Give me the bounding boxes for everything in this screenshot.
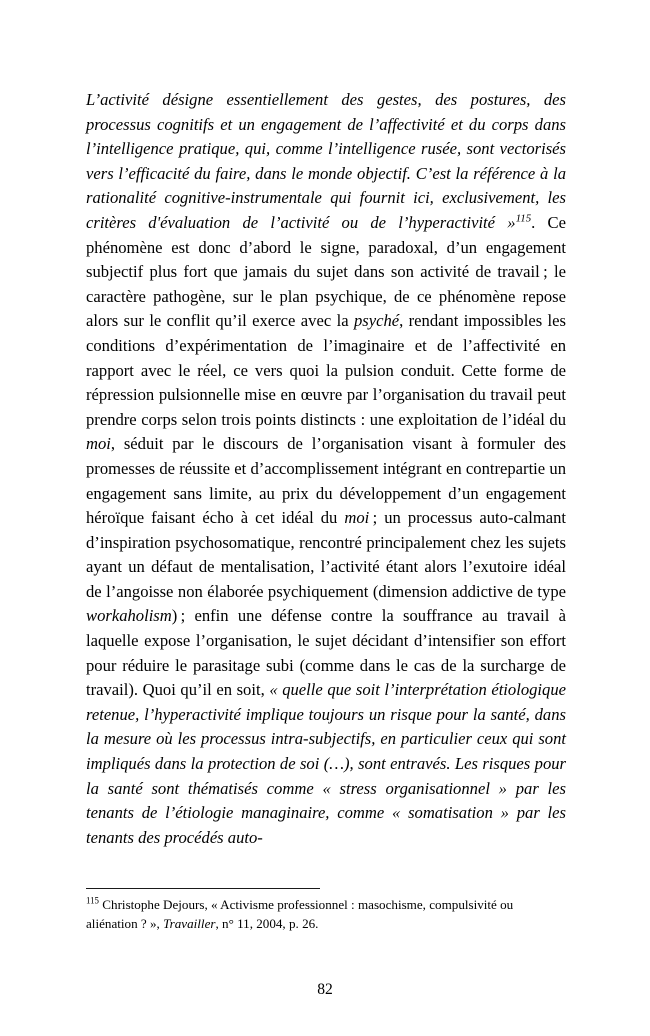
block-quote-opening: L’activité désigne essentiellement des gestes, des postures, des processus cognitifs et un engagement de l’affectivité et du corps dans l’intelligence pratique, qui, comme l’intelligence rusée, sont vectorisés vers l’efficacité du faire, dans le monde objectif. C’est la référence à la rationalité cognitive-instrumentale qui fournit ici, exclusivement, les critères d'évaluation de l’activité ou de l’hyperactivité » (86, 90, 566, 232)
footnote-journal-title: Travailler (163, 915, 216, 931)
footnote-entry (86, 896, 566, 933)
body-text-segment-4: ; un processus auto-calmant d’inspiration psychosomatique, rencontré principalement chez les sujets ayant un défaut de mentalisation, l’activité étant alors l’exutoire idéal de l’angoisse non élaborée psychiquement (dimension addictive de type (86, 508, 566, 601)
italic-term-moi-first: moi (86, 434, 111, 454)
italic-term-workaholism: workaholism (86, 606, 172, 626)
body-text-segment-3: , séduit par le discours de l’organisation visant à formuler des promesses de réussite et d’accomplissement intégrant en contrepartie un engagement sans limite, au prix du développement d’un engagement héroïque faisant écho à cet idéal du (86, 434, 566, 528)
italic-term-moi-second: moi (344, 508, 370, 528)
footnote-number: 115 (86, 895, 100, 906)
footnote-area (86, 888, 566, 933)
footnote-separator-rule (86, 888, 320, 889)
footnote-text-before-title: Christophe Dejours, « Activisme professionnel : masochisme, compulsivité ou aliénation ? », (86, 897, 514, 931)
block-quote-closing: « quelle que soit l’interprétation étiologique retenue, l’hyperactivité implique toujours un risque pour la santé, dans la mesure où les processus intra-subjectifs, en particulier ceux qui sont impliqués dans la protection de soi (…), sont entravés. Les risques pour la santé sont thématisés comme « stress organisationnel » par les tenants de l’étiologie managinaire, comme « somatisation » par les tenants des procédés auto- (86, 680, 566, 847)
body-paragraph (86, 88, 566, 850)
body-text-segment-2: , rendant impossibles les conditions d’expérimentation de l’imaginaire et de l’affectivité en rapport avec le réel, ce vers quoi la pulsion conduit. Cette forme de répression pulsionnelle mise en œuvre par l’organisation du travail peut prendre corps selon trois points distincts : une exploitation de l’idéal du (86, 311, 566, 429)
page-number: 82 (317, 981, 333, 998)
footnote-reference-marker[interactable]: 115 (515, 212, 532, 225)
italic-term-psyche: psyché (353, 311, 400, 331)
body-text-segment-1: . Ce phénomène est donc d’abord le signe, paradoxal, d’un engagement subjectif plus fort que jamais du sujet dans son activité de travail ; le caractère pathogène, sur le plan psychique, de ce phénomène repose alors sur le conflit qu’il exerce avec la (86, 212, 566, 331)
body-text-segment-5: ) ; enfin une défense contre la souffrance au travail à laquelle expose l’organisation, le sujet décidant d’intensifier son effort pour réduire le parasitage subi (comme dans le cas de la surcharge de travail). Quoi qu’il en soit, (86, 606, 566, 700)
footnote-text-after-title: , n° 11, 2004, p. 26. (215, 915, 319, 931)
main-text-column (86, 88, 566, 850)
